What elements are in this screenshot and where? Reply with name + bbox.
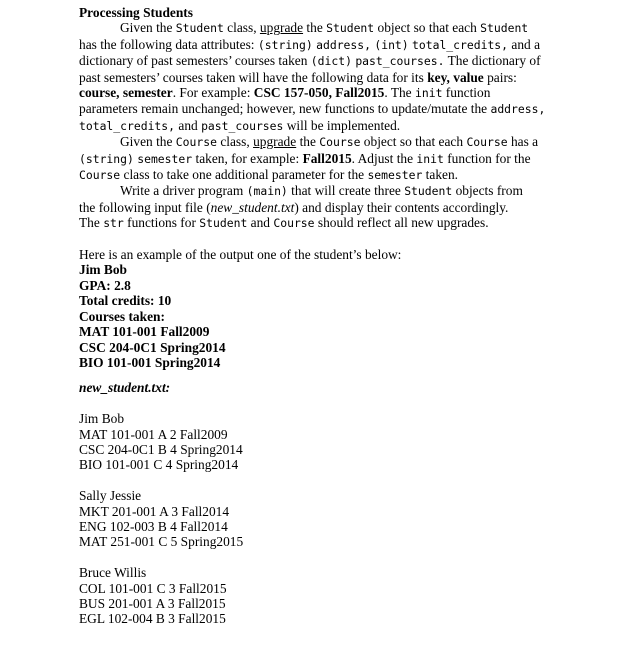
example-intro: Here is an example of the output one of the student’s below:	[79, 247, 402, 263]
course-line: MAT 101-001 A 2 Fall2009	[79, 426, 228, 442]
student-name: Jim Bob	[79, 411, 125, 427]
student-record	[79, 488, 564, 550]
example-line: GPA: 2.8	[79, 277, 131, 293]
example-line: CSC 204-0C1 Spring2014	[79, 339, 226, 355]
student-name: Sally Jessie	[79, 488, 142, 504]
course-line: MKT 201-001 A 3 Fall2014	[79, 503, 230, 519]
course-line: COL 101-001 C 3 Fall2015	[79, 580, 227, 596]
example-line: Jim Bob	[79, 262, 127, 278]
student-record	[79, 565, 564, 627]
example-line: Courses taken:	[79, 308, 165, 324]
file-label: new_student.txt:	[79, 380, 171, 396]
course-line: CSC 204-0C1 B 4 Spring2014	[79, 441, 243, 457]
course-line: BIO 101-001 C 4 Spring2014	[79, 457, 239, 473]
example-output	[79, 262, 564, 370]
course-line: MAT 251-001 C 5 Spring2015	[79, 534, 244, 550]
course-line: BUS 201-001 A 3 Fall2015	[79, 595, 226, 611]
example-line: Total credits: 10	[79, 293, 172, 309]
assignment-document	[79, 5, 564, 627]
section-heading: Processing Students	[79, 5, 193, 20]
course-line: EGL 102-004 B 3 Fall2015	[79, 611, 226, 627]
paragraph-driver-program: Write a driver program (main) that will create three Student objects from the following input file (new_student.txt) and display their contents accordingly. The str functions for Student and Course should reflect all new upgrades.	[79, 183, 523, 231]
example-line: BIO 101-001 Spring2014	[79, 354, 221, 370]
course-line: ENG 102-003 B 4 Fall2014	[79, 518, 228, 534]
example-line: MAT 101-001 Fall2009	[79, 324, 210, 340]
paragraph-course-upgrade: Given the Course class, upgrade the Course object so that each Course has a (string) semester taken, for example: Fall2015. Adjust the init function for the Course class to take one additional parameter for the semester taken.	[79, 134, 539, 183]
student-record	[79, 411, 564, 473]
student-name: Bruce Willis	[79, 565, 147, 581]
paragraph-student-upgrade: Given the Student class, upgrade the Student object so that each Student has the following data attributes: (string) address, (int) total_credits, and a dictionary of past semesters’ courses taken (dict) past_courses. The dictionary of past semesters’ courses taken will have the following data for its key, value pairs: course, semester. For example: CSC 157-050, Fall2015. The init function parameters remain unchanged; however, new functions to update/mutate the address, total_credits, and past_courses will be implemented.	[79, 20, 546, 133]
